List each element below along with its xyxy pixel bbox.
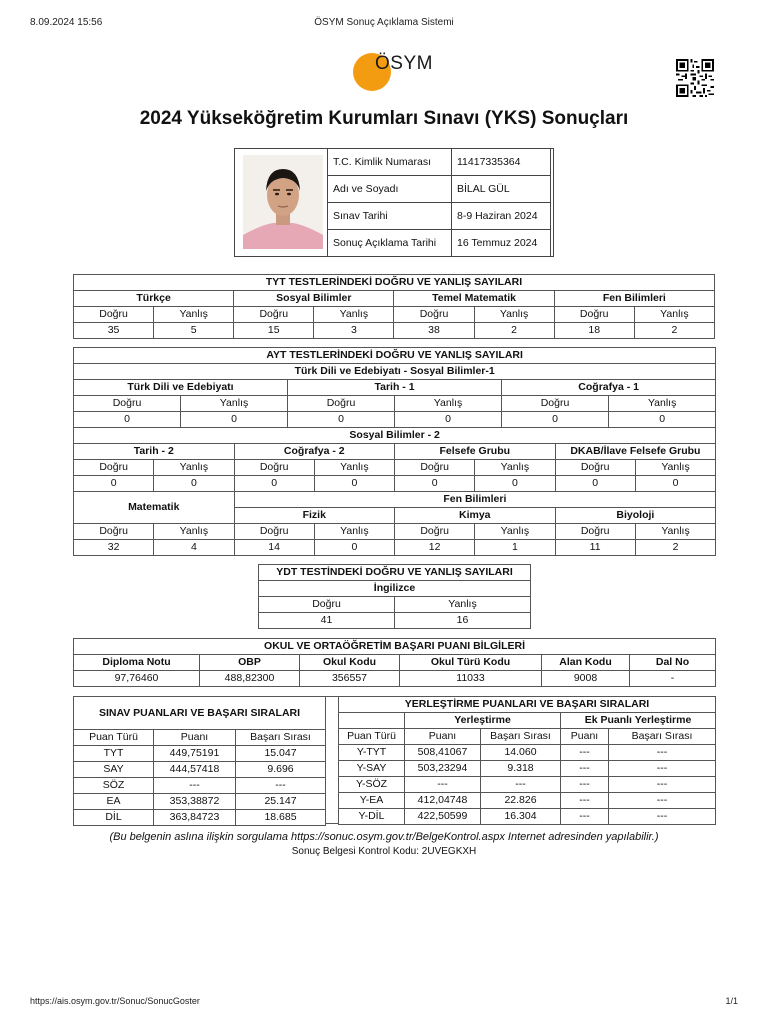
ayt-subject: Tarih - 2: [74, 444, 235, 460]
table-row: [339, 745, 716, 761]
school-value: 488,82300: [200, 671, 300, 687]
table-row: [339, 809, 716, 825]
tyt-title: TYT TESTLERİNDEKİ DOĞRU VE YANLIŞ SAYILARI: [74, 275, 715, 291]
wrong-count: 5: [154, 323, 234, 339]
wrong-count: 16: [395, 613, 531, 629]
wrong-count: 0: [154, 476, 234, 492]
table-row: [74, 794, 326, 810]
ayt-subject: DKAB/İlave Felsefe Grubu: [555, 444, 716, 460]
identity-box: [234, 148, 554, 257]
tyt-subject: Türkçe: [74, 291, 234, 307]
ayt-science-title: Fen Bilimleri: [234, 492, 716, 508]
placement-extra-value: ---: [561, 793, 609, 809]
wrong-count: 4: [154, 540, 234, 556]
table-row: [74, 762, 326, 778]
wrong-count: 0: [609, 412, 716, 428]
table-row: [339, 793, 716, 809]
table-row: [74, 778, 326, 794]
identity-label: Adı ve Soyadı: [328, 176, 452, 203]
correct-label: Doğru: [74, 524, 154, 540]
correct-count: 18: [554, 323, 634, 339]
school-header: Dal No: [630, 655, 716, 671]
ayt-subject: Türk Dili ve Edebiyatı: [74, 380, 288, 396]
school-header: Okul Türü Kodu: [400, 655, 542, 671]
correct-count: 0: [555, 476, 635, 492]
placement-extra-value: ---: [561, 761, 609, 777]
school-value: 9008: [542, 671, 630, 687]
identity-row: [328, 203, 551, 230]
wrong-count: 2: [474, 323, 554, 339]
placement-extra-rank: ---: [609, 793, 716, 809]
wrong-label: Yanlış: [154, 524, 234, 540]
placement-value: 412,04748: [405, 793, 481, 809]
wrong-label: Yanlış: [475, 524, 555, 540]
school-value: -: [630, 671, 716, 687]
correct-label: Doğru: [234, 524, 314, 540]
wrong-label: Yanlış: [314, 460, 394, 476]
wrong-count: 3: [314, 323, 394, 339]
wrong-count: 0: [395, 412, 502, 428]
correct-label: Doğru: [555, 524, 635, 540]
correct-label: Doğru: [394, 307, 474, 323]
placement-sub2: Ek Puanlı Yerleştirme: [561, 713, 716, 729]
school-title: OKUL VE ORTAÖĞRETİM BAŞARI PUANI BİLGİLERİ: [74, 639, 716, 655]
score-type: DİL: [74, 810, 154, 826]
placement-rank: ---: [481, 777, 561, 793]
placement-header: Puanı: [561, 729, 609, 745]
school-value: 11033: [400, 671, 542, 687]
osym-logo-text: ÖSYM: [375, 53, 433, 74]
correct-count: 0: [74, 476, 154, 492]
correct-label: Doğru: [555, 460, 635, 476]
score-rank: 25.147: [236, 794, 326, 810]
wrong-label: Yanlış: [609, 396, 716, 412]
placement-header: Puan Türü: [339, 729, 405, 745]
placement-rank: 16.304: [481, 809, 561, 825]
identity-table: [327, 148, 551, 257]
placement-extra-rank: ---: [609, 777, 716, 793]
placement-type: Y-DİL: [339, 809, 405, 825]
correct-count: 35: [74, 323, 154, 339]
correct-label: Doğru: [554, 307, 634, 323]
score-value: 363,84723: [154, 810, 236, 826]
table-row: [74, 810, 326, 826]
scores-header: Puan Türü: [74, 730, 154, 746]
correct-label: Doğru: [259, 597, 395, 613]
score-value: 449,75191: [154, 746, 236, 762]
score-rank: 15.047: [236, 746, 326, 762]
correct-count: 12: [395, 540, 475, 556]
wrong-count: 0: [181, 412, 288, 428]
ydt-title: YDT TESTİNDEKİ DOĞRU VE YANLIŞ SAYILARI: [259, 565, 531, 581]
identity-row: [328, 230, 551, 257]
placement-title: YERLEŞTİRME PUANLARI VE BAŞARI SIRALARI: [339, 697, 716, 713]
score-rank: 9.696: [236, 762, 326, 778]
placement-rank: 22.826: [481, 793, 561, 809]
correct-label: Doğru: [395, 460, 475, 476]
qr-code-icon: [676, 59, 714, 97]
placement-extra-rank: ---: [609, 809, 716, 825]
school-table: [73, 638, 716, 687]
scores-header: Başarı Sırası: [236, 730, 326, 746]
identity-label: Sonuç Açıklama Tarihi: [328, 230, 452, 257]
scores-table: [73, 696, 326, 826]
placement-blank: [339, 713, 405, 729]
correct-label: Doğru: [395, 524, 475, 540]
print-page-number: 1/1: [725, 996, 738, 1006]
placement-value: 503,23294: [405, 761, 481, 777]
score-value: 444,57418: [154, 762, 236, 778]
placement-extra-rank: ---: [609, 761, 716, 777]
ydt-table: [258, 564, 531, 629]
placement-header: Başarı Sırası: [609, 729, 716, 745]
ayt-subject: Kimya: [395, 508, 556, 524]
correct-label: Doğru: [502, 396, 609, 412]
placement-table: [338, 696, 716, 825]
placement-extra-value: ---: [561, 777, 609, 793]
identity-value: 11417335364: [452, 149, 551, 176]
ayt-subject: Coğrafya - 1: [502, 380, 716, 396]
identity-value: BİLAL GÜL: [452, 176, 551, 203]
school-value: 97,76460: [74, 671, 200, 687]
table-separator: [325, 696, 338, 824]
placement-value: 508,41067: [405, 745, 481, 761]
placement-extra-value: ---: [561, 745, 609, 761]
ayt-subject: Fizik: [234, 508, 395, 524]
placement-value: ---: [405, 777, 481, 793]
candidate-photo: [243, 155, 323, 249]
wrong-label: Yanlış: [314, 524, 394, 540]
ydt-language: İngilizce: [259, 581, 531, 597]
wrong-label: Yanlış: [154, 460, 234, 476]
tyt-subject: Fen Bilimleri: [554, 291, 714, 307]
correct-label: Doğru: [74, 396, 181, 412]
placement-type: Y-EA: [339, 793, 405, 809]
tyt-subject: Sosyal Bilimler: [234, 291, 394, 307]
wrong-label: Yanlış: [634, 307, 714, 323]
score-type: EA: [74, 794, 154, 810]
score-type: TYT: [74, 746, 154, 762]
school-value: 356557: [300, 671, 400, 687]
table-row: [339, 777, 716, 793]
correct-label: Doğru: [234, 460, 314, 476]
placement-sub1: Yerleştirme: [405, 713, 561, 729]
wrong-count: 2: [635, 540, 716, 556]
score-type: SAY: [74, 762, 154, 778]
correct-count: 0: [74, 412, 181, 428]
score-rank: 18.685: [236, 810, 326, 826]
tyt-subject: Temel Matematik: [394, 291, 554, 307]
correct-count: 14: [234, 540, 314, 556]
wrong-label: Yanlış: [395, 396, 502, 412]
wrong-count: 1: [475, 540, 555, 556]
print-datetime: 8.09.2024 15:56: [30, 17, 103, 28]
placement-rank: 9.318: [481, 761, 561, 777]
score-value: 353,38872: [154, 794, 236, 810]
school-header: Okul Kodu: [300, 655, 400, 671]
school-header: OBP: [200, 655, 300, 671]
score-type: SÖZ: [74, 778, 154, 794]
ayt-table: [73, 347, 716, 556]
placement-type: Y-SAY: [339, 761, 405, 777]
ayt-group2-title: Sosyal Bilimler - 2: [74, 428, 716, 444]
wrong-count: 0: [314, 540, 394, 556]
wrong-count: 2: [634, 323, 714, 339]
correct-count: 0: [395, 476, 475, 492]
correct-count: 0: [502, 412, 609, 428]
placement-type: Y-TYT: [339, 745, 405, 761]
table-row: [339, 761, 716, 777]
wrong-label: Yanlış: [395, 597, 531, 613]
scores-header: Puanı: [154, 730, 236, 746]
identity-row: [328, 176, 551, 203]
score-value: ---: [154, 778, 236, 794]
placement-extra-rank: ---: [609, 745, 716, 761]
wrong-label: Yanlış: [474, 307, 554, 323]
ayt-subject: Felsefe Grubu: [395, 444, 556, 460]
wrong-label: Yanlış: [635, 524, 716, 540]
placement-value: 422,50599: [405, 809, 481, 825]
correct-label: Doğru: [74, 307, 154, 323]
school-header: Diploma Notu: [74, 655, 200, 671]
print-url: https://ais.osym.gov.tr/Sonuc/SonucGoster: [30, 996, 200, 1006]
wrong-label: Yanlış: [181, 396, 288, 412]
scores-title: SINAV PUANLARI VE BAŞARI SIRALARI: [74, 697, 326, 730]
wrong-label: Yanlış: [154, 307, 234, 323]
identity-value: 16 Temmuz 2024: [452, 230, 551, 257]
wrong-label: Yanlış: [635, 460, 716, 476]
ayt-title: AYT TESTLERİNDEKİ DOĞRU VE YANLIŞ SAYILARI: [74, 348, 716, 364]
wrong-label: Yanlış: [314, 307, 394, 323]
placement-extra-value: ---: [561, 809, 609, 825]
correct-label: Doğru: [288, 396, 395, 412]
table-row: [74, 746, 326, 762]
identity-row: [328, 149, 551, 176]
ayt-subject: Matematik: [74, 492, 235, 524]
ayt-subject: Tarih - 1: [288, 380, 502, 396]
correct-label: Doğru: [234, 307, 314, 323]
verification-note: (Bu belgenin aslına ilişkin sorgulama https://sonuc.osym.gov.tr/BelgeKontrol.aspx Internet adresinden yapılabilir.): [109, 831, 659, 843]
wrong-count: 0: [475, 476, 555, 492]
placement-header: Puanı: [405, 729, 481, 745]
correct-count: 38: [394, 323, 474, 339]
control-code: Sonuç Belgesi Kontrol Kodu: 2UVEGKXH: [291, 846, 477, 857]
correct-label: Doğru: [74, 460, 154, 476]
correct-count: 41: [259, 613, 395, 629]
osym-logo: [353, 50, 443, 94]
wrong-count: 0: [314, 476, 394, 492]
ayt-subject: Biyoloji: [555, 508, 716, 524]
placement-header: Başarı Sırası: [481, 729, 561, 745]
identity-label: T.C. Kimlik Numarası: [328, 149, 452, 176]
score-rank: ---: [236, 778, 326, 794]
wrong-label: Yanlış: [475, 460, 555, 476]
correct-count: 11: [555, 540, 635, 556]
page-title: 2024 Yükseköğretim Kurumları Sınavı (YKS) Sonuçları: [139, 108, 629, 129]
school-header: Alan Kodu: [542, 655, 630, 671]
correct-count: 0: [288, 412, 395, 428]
ayt-group1-title: Türk Dili ve Edebiyatı - Sosyal Bilimler-1: [74, 364, 716, 380]
correct-count: 32: [74, 540, 154, 556]
identity-value: 8-9 Haziran 2024: [452, 203, 551, 230]
ayt-subject: Coğrafya - 2: [234, 444, 395, 460]
correct-count: 15: [234, 323, 314, 339]
print-page-title: ÖSYM Sonuç Açıklama Sistemi: [314, 17, 454, 28]
wrong-count: 0: [635, 476, 716, 492]
identity-label: Sınav Tarihi: [328, 203, 452, 230]
placement-type: Y-SÖZ: [339, 777, 405, 793]
placement-rank: 14.060: [481, 745, 561, 761]
correct-count: 0: [234, 476, 314, 492]
tyt-table: [73, 274, 715, 339]
